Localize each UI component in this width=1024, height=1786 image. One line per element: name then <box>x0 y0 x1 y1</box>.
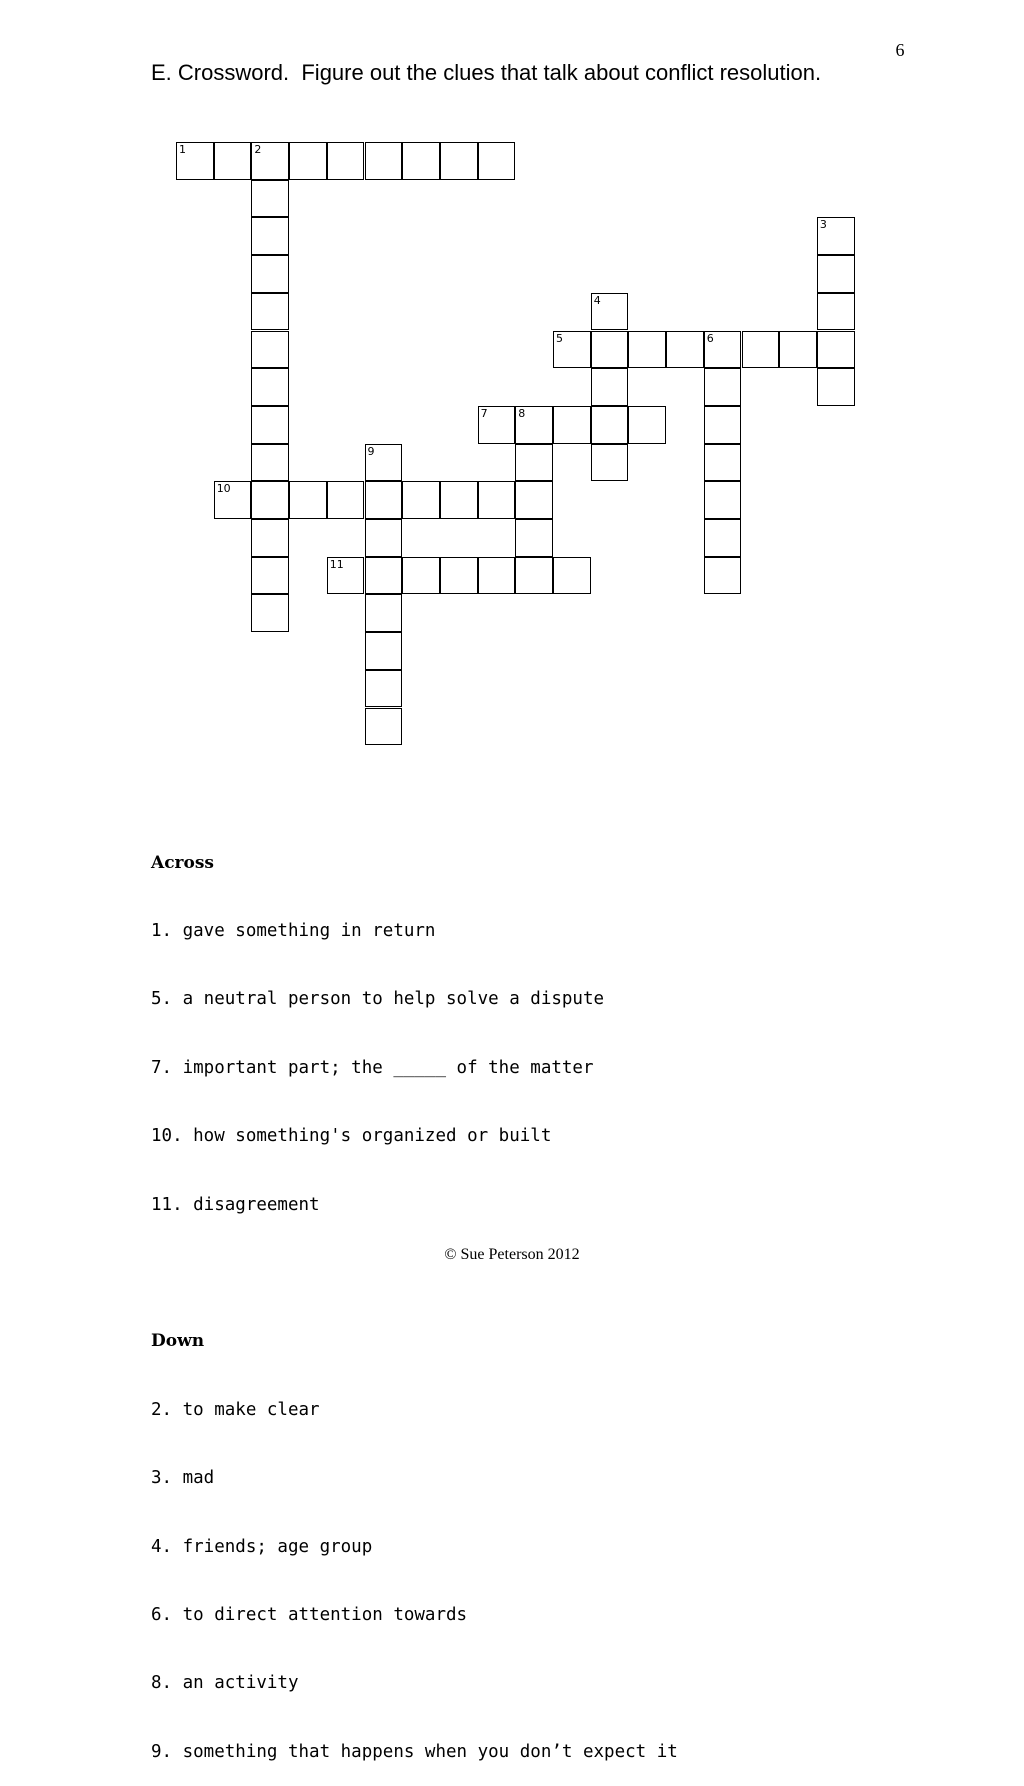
crossword-cell[interactable] <box>327 557 365 595</box>
crossword-cell[interactable] <box>591 406 629 444</box>
crossword-cell[interactable] <box>628 406 666 444</box>
crossword-cell[interactable] <box>817 293 855 331</box>
crossword-cell[interactable] <box>251 331 289 369</box>
crossword-cell[interactable] <box>704 444 742 482</box>
down-heading: Down <box>151 1331 205 1352</box>
down-clue: 9. something that happens when you don’t expect it <box>151 1741 678 1762</box>
clues-section <box>151 806 678 1786</box>
page-number: 6 <box>895 40 905 60</box>
down-clue: 3. mad <box>151 1468 215 1489</box>
cell-number: 4 <box>593 293 601 307</box>
crossword-cell[interactable] <box>402 481 440 519</box>
crossword-cell[interactable] <box>515 444 553 482</box>
crossword-cell[interactable] <box>365 632 403 670</box>
crossword-cell[interactable] <box>440 557 478 595</box>
across-clue: 5. a neutral person to help solve a dispute <box>151 989 605 1010</box>
crossword-cell[interactable] <box>289 142 327 180</box>
across-clue: 11. disagreement <box>151 1194 320 1215</box>
cell-number: 5 <box>556 331 563 345</box>
crossword-cell[interactable] <box>251 444 289 482</box>
crossword-cell[interactable] <box>515 557 553 595</box>
crossword-cell[interactable] <box>817 368 855 406</box>
crossword-cell[interactable] <box>251 293 289 331</box>
down-clue: 4. friends; age group <box>151 1536 373 1557</box>
crossword-cell[interactable] <box>515 481 553 519</box>
crossword-cell[interactable] <box>478 481 516 519</box>
crossword-cell[interactable] <box>704 406 742 444</box>
crossword-cell[interactable] <box>591 368 629 406</box>
crossword-cell[interactable] <box>628 331 666 369</box>
page-heading: E. Crossword. Figure out the clues that talk about conflict resolution. <box>151 60 822 85</box>
crossword-cell[interactable] <box>704 519 742 557</box>
crossword-cell[interactable] <box>365 670 403 708</box>
crossword-cell[interactable] <box>704 368 742 406</box>
crossword-cell[interactable] <box>365 594 403 632</box>
cell-number: 1 <box>179 143 186 156</box>
copyright-footer: © Sue Peterson 2012 <box>444 1246 580 1263</box>
crossword-cell[interactable] <box>515 519 553 557</box>
crossword-cell[interactable] <box>402 142 440 180</box>
cell-number: 3 <box>819 218 827 232</box>
down-clue: 2. to make clear <box>151 1399 320 1420</box>
crossword-cell[interactable] <box>704 557 742 595</box>
crossword-cell[interactable] <box>591 331 629 369</box>
crossword-cell[interactable] <box>817 255 855 293</box>
crossword-cell[interactable] <box>365 481 403 519</box>
across-clue: 7. important part; the _____ of the matter <box>151 1057 594 1078</box>
crossword-cell[interactable] <box>251 368 289 406</box>
crossword-cell[interactable] <box>440 142 478 180</box>
down-clue: 8. an activity <box>151 1673 299 1694</box>
cell-number: 2 <box>254 143 262 156</box>
crossword-cell[interactable] <box>402 557 440 595</box>
crossword-cell[interactable] <box>251 255 289 293</box>
crossword-cell[interactable] <box>478 557 516 595</box>
cell-number: 7 <box>480 406 488 420</box>
crossword-cell[interactable] <box>779 331 817 369</box>
across-clue: 1. gave something in return <box>151 920 436 941</box>
crossword-grid <box>0 0 1024 760</box>
crossword-cell[interactable] <box>327 142 365 180</box>
crossword-cell[interactable] <box>251 406 289 444</box>
crossword-cell[interactable] <box>553 557 591 595</box>
crossword-cell[interactable] <box>666 331 704 369</box>
crossword-cell[interactable] <box>478 142 516 180</box>
crossword-cell[interactable] <box>365 519 403 557</box>
crossword-cell[interactable] <box>742 331 780 369</box>
crossword-cell[interactable] <box>251 557 289 595</box>
crossword-cell[interactable] <box>214 142 252 180</box>
crossword-cell[interactable] <box>817 217 855 255</box>
crossword-cell[interactable] <box>327 481 365 519</box>
down-clue: 6. to direct attention towards <box>151 1604 468 1625</box>
cell-number: 8 <box>518 406 526 420</box>
crossword-cell[interactable] <box>251 481 289 519</box>
across-heading: Across <box>151 852 214 873</box>
crossword-cell[interactable] <box>365 557 403 595</box>
crossword-cell[interactable] <box>704 481 742 519</box>
crossword-cell[interactable] <box>365 142 403 180</box>
crossword-cell[interactable] <box>251 180 289 218</box>
crossword-cell[interactable] <box>515 406 553 444</box>
crossword-cell[interactable] <box>251 519 289 557</box>
across-clue: 10. how something's organized or built <box>151 1126 552 1147</box>
crossword-cell[interactable] <box>365 444 403 482</box>
crossword-cell[interactable] <box>440 481 478 519</box>
cell-number: 9 <box>367 444 375 458</box>
crossword-cell[interactable] <box>214 481 252 519</box>
crossword-cell[interactable] <box>591 444 629 482</box>
crossword-cell[interactable] <box>704 331 742 369</box>
crossword-cell[interactable] <box>478 406 516 444</box>
crossword-cell[interactable] <box>251 217 289 255</box>
crossword-cell[interactable] <box>553 406 591 444</box>
crossword-cell[interactable] <box>251 594 289 632</box>
cell-number: 6 <box>706 331 714 345</box>
crossword-cell[interactable] <box>251 142 289 180</box>
crossword-cell[interactable] <box>365 708 403 746</box>
crossword-cell[interactable] <box>289 481 327 519</box>
crossword-cell[interactable] <box>176 142 214 180</box>
crossword-cell[interactable] <box>591 293 629 331</box>
crossword-cell[interactable] <box>553 331 591 369</box>
cell-number: 11 <box>329 557 344 571</box>
crossword-cell[interactable] <box>817 331 855 369</box>
cell-number: 10 <box>216 482 231 496</box>
